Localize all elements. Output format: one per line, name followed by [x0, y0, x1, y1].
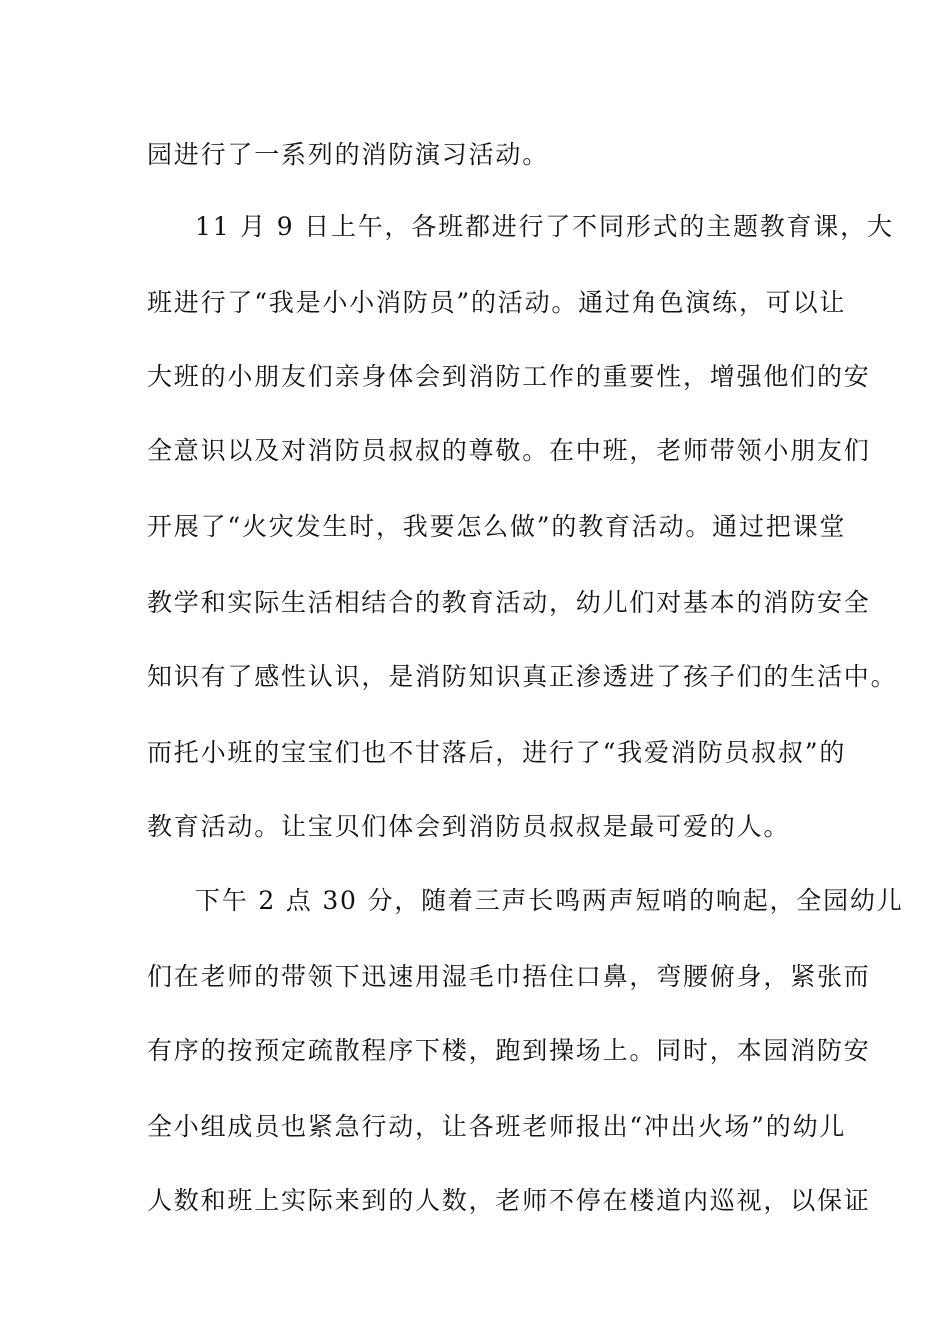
text-line: 园进行了一系列的消防演习活动。: [147, 140, 550, 169]
paragraph-first-line: 下午 2 点 30 分，随着三声长鸣两声短哨的响起，全园幼儿: [195, 886, 904, 915]
text-line: 人数和班上实际来到的人数，老师不停在楼道内巡视，以保证: [147, 1186, 871, 1215]
text-line: 而托小班的宝宝们也不甘落后，进行了“我爱消防员叔叔”的: [147, 738, 847, 767]
text-line: 全小组成员也紧急行动，让各班老师报出“冲出火场”的幼儿: [147, 1112, 847, 1141]
text-line: 大班的小朋友们亲身体会到消防工作的重要性，增强他们的安: [147, 362, 871, 391]
text-line: 班进行了“我是小小消防员”的活动。通过角色演练，可以让: [147, 288, 847, 317]
paragraph-first-line: 11 月 9 日上午，各班都进行了不同形式的主题教育课，大: [195, 212, 894, 241]
text-line: 教育活动。让宝贝们体会到消防员叔叔是最可爱的人。: [147, 812, 791, 841]
text-line: 全意识以及对消防员叔叔的尊敬。在中班，老师带领小朋友们: [147, 436, 871, 465]
text-line: 们在老师的带领下迅速用湿毛巾捂住口鼻，弯腰俯身，紧张而: [147, 962, 871, 991]
text-line: 有序的按预定疏散程序下楼，跑到操场上。同时，本园消防安: [147, 1036, 871, 1065]
text-line: 开展了“火灾发生时，我要怎么做”的教育活动。通过把课堂: [147, 512, 847, 541]
text-line: 教学和实际生活相结合的教育活动，幼儿们对基本的消防安全: [147, 588, 871, 617]
text-line: 知识有了感性认识，是消防知识真正渗透进了孩子们的生活中。: [147, 662, 898, 691]
